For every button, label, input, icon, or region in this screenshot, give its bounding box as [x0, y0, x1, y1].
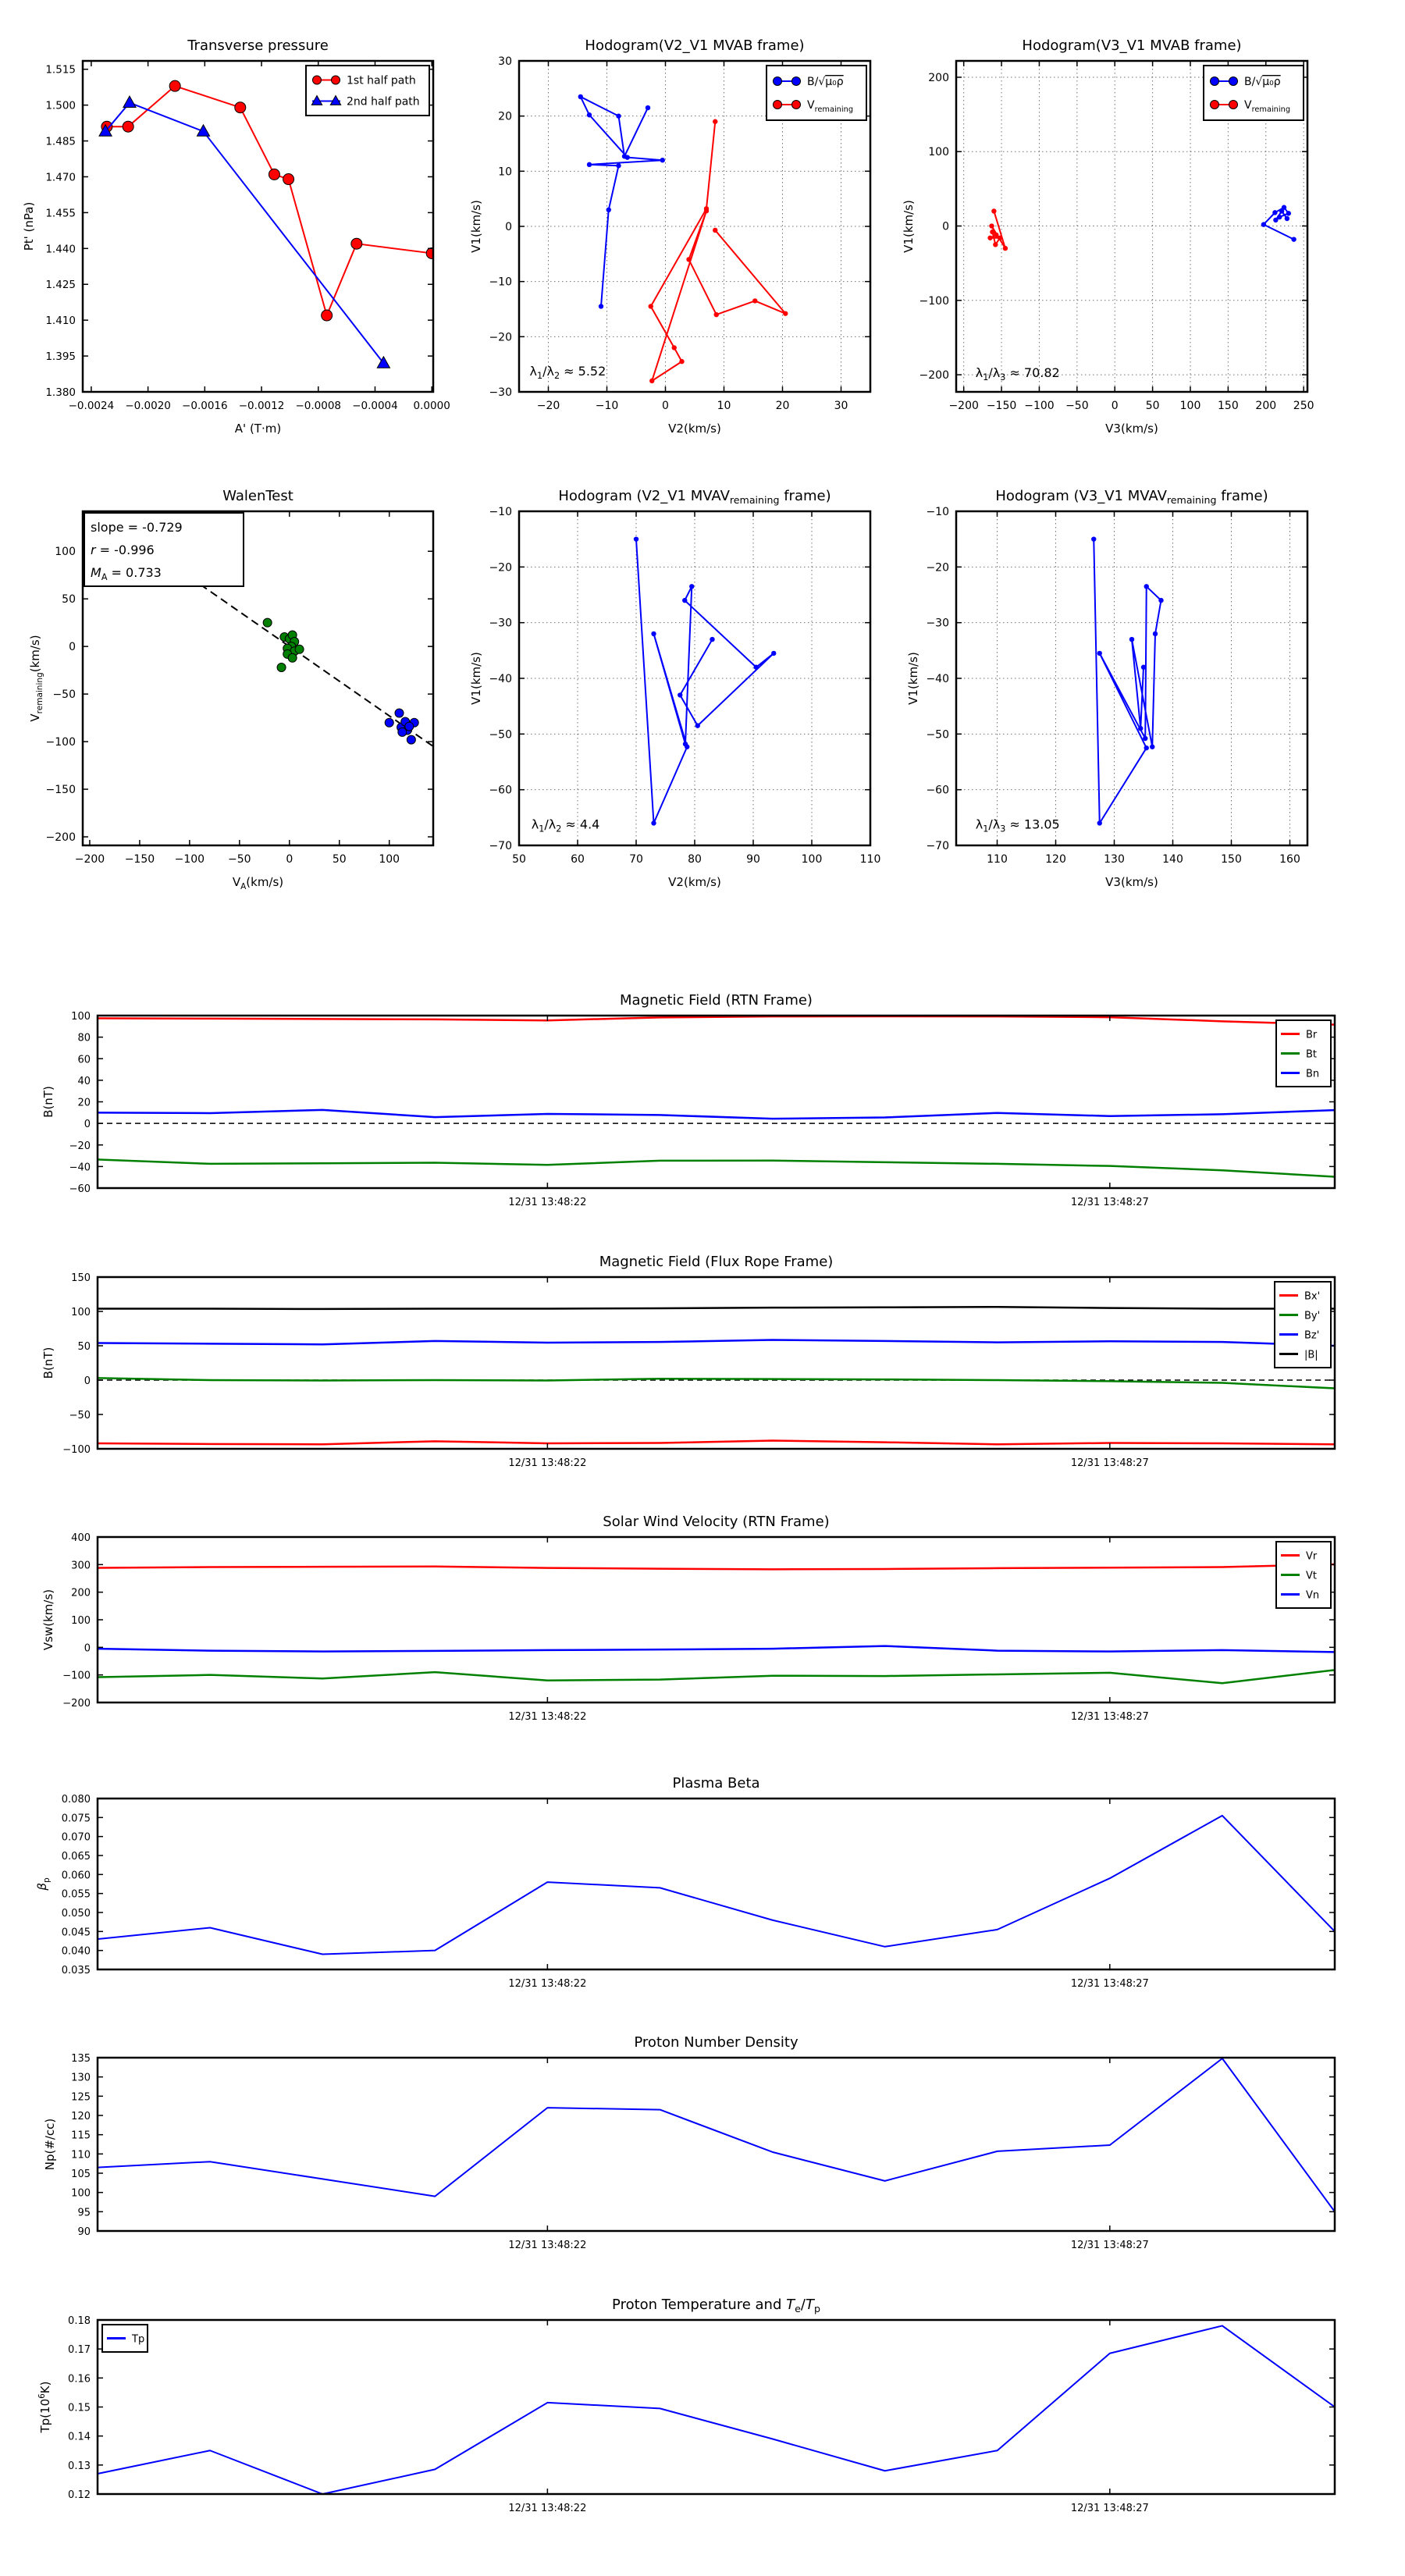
- svg-text:−60: −60: [69, 1183, 91, 1195]
- svg-text:100: 100: [379, 853, 400, 866]
- svg-text:Vremaining: $V_{remaining}$: [807, 99, 854, 114]
- svg-text:1.500: 1.500: [45, 99, 76, 112]
- svg-text:−150: −150: [45, 784, 76, 797]
- svg-text:100: 100: [71, 1615, 91, 1627]
- svg-text:Tp(106K): $Tp(10^6K)$: [37, 2381, 52, 2433]
- svg-text:12/31 13:48:27: 12/31 13:48:27: [1070, 2503, 1149, 2514]
- plasma-beta-svg: [8, 1752, 1405, 2028]
- magnetic-field-rtn-svg: [8, 969, 1405, 1247]
- svg-text:r = -0.996: r = -0.996: [91, 543, 155, 557]
- svg-text:Magnetic Field (Flux Rope Fram: Magnetic Field (Flux Rope Frame): [599, 1254, 834, 1270]
- svg-text:100: 100: [55, 546, 76, 559]
- svg-text:0.18: 0.18: [68, 2315, 91, 2327]
- svg-text:0: 0: [662, 400, 669, 412]
- svg-text:100: 100: [71, 2187, 91, 2200]
- svg-text:V1(km/s): V1(km/s): [469, 652, 483, 705]
- svg-text:MA = 0.733: $M_A = 0.733$: [91, 565, 162, 582]
- svg-text:V2(km/s): V2(km/s): [668, 422, 721, 436]
- svg-text:−50: −50: [228, 853, 251, 866]
- svg-text:Hodogram (V2_V1 MVAVremaining: Hodogram (V2_V1 $MVAV_{remaining}$ frame): [558, 488, 831, 506]
- svg-text:λ1/λ2 ≈ 5.52: $\lambda_1/\lambda_2 \approx 5.52$: [529, 363, 606, 381]
- svg-text:−40: −40: [489, 673, 512, 685]
- svg-text:−100: −100: [919, 294, 949, 308]
- svg-text:Vn: Vn: [1306, 1589, 1320, 1602]
- svg-text:1.440: 1.440: [45, 243, 76, 256]
- svg-text:0.060: 0.060: [61, 1870, 91, 1882]
- svg-text:V1(km/s): V1(km/s): [902, 200, 916, 253]
- svg-text:30: 30: [498, 55, 512, 68]
- svg-text:Magnetic Field (RTN Frame): Magnetic Field (RTN Frame): [620, 992, 813, 1009]
- svg-text:V1(km/s): V1(km/s): [906, 652, 920, 705]
- svg-text:90: 90: [77, 2226, 91, 2238]
- svg-text:100: 100: [928, 146, 949, 159]
- svg-text:0.15: 0.15: [68, 2402, 91, 2414]
- svg-text:100: 100: [1179, 400, 1201, 412]
- svg-text:V3(km/s): V3(km/s): [1105, 875, 1158, 889]
- svg-text:12/31 13:48:22: 12/31 13:48:22: [508, 1978, 587, 1990]
- svg-text:150: 150: [71, 1272, 91, 1284]
- svg-text:60: 60: [77, 1054, 91, 1066]
- svg-text:140: 140: [1162, 853, 1183, 866]
- svg-text:95: 95: [77, 2207, 91, 2219]
- svg-text:0.075: 0.075: [61, 1813, 91, 1825]
- svg-text:−20: −20: [69, 1140, 91, 1152]
- svg-text:−10: −10: [926, 506, 949, 518]
- svg-text:−50: −50: [926, 728, 949, 742]
- svg-text:10: 10: [498, 165, 512, 179]
- svg-text:−100: −100: [1024, 400, 1055, 412]
- svg-text:Vr: Vr: [1306, 1550, 1318, 1563]
- svg-text:50: 50: [332, 853, 347, 866]
- svg-text:−100: −100: [174, 853, 205, 866]
- svg-text:30: 30: [834, 400, 848, 412]
- svg-text:40: 40: [77, 1075, 91, 1087]
- svg-text:−200: −200: [45, 831, 76, 845]
- hodogram-v3v1-mvav-svg: [866, 464, 1397, 904]
- svg-text:−20: −20: [536, 400, 560, 412]
- svg-text:−0.0024: −0.0024: [68, 400, 115, 412]
- proton-number-density-svg: [8, 2011, 1405, 2290]
- svg-text:135: 135: [71, 2053, 91, 2065]
- svg-text:−10: −10: [489, 276, 512, 289]
- svg-text:50: 50: [77, 1341, 91, 1353]
- svg-text:60: 60: [571, 853, 585, 866]
- svg-text:1.455: 1.455: [45, 207, 76, 220]
- svg-text:1st half path: 1st half path: [347, 74, 416, 87]
- svg-text:−30: −30: [489, 386, 512, 399]
- svg-text:Transverse pressure: Transverse pressure: [187, 37, 329, 54]
- svg-text:200: 200: [1255, 400, 1277, 412]
- svg-text:−40: −40: [69, 1162, 91, 1174]
- svg-text:400: 400: [71, 1532, 91, 1544]
- svg-text:0.040: 0.040: [61, 1945, 91, 1958]
- svg-text:Bn: Bn: [1306, 1068, 1320, 1080]
- svg-text:By': By': [1304, 1310, 1321, 1322]
- svg-text:12/31 13:48:22: 12/31 13:48:22: [508, 2240, 587, 2251]
- svg-text:0.16: 0.16: [68, 2373, 91, 2386]
- svg-text:Vt: Vt: [1306, 1570, 1317, 1582]
- svg-text:90: 90: [746, 853, 760, 866]
- svg-text:20: 20: [498, 110, 512, 123]
- svg-text:0.065: 0.065: [61, 1851, 91, 1863]
- svg-text:Hodogram(V2_V1 MVAB frame): Hodogram(V2_V1 MVAB frame): [585, 37, 805, 54]
- svg-text:V3(km/s): V3(km/s): [1105, 422, 1158, 436]
- svg-text:B(nT): B(nT): [41, 1347, 55, 1379]
- svg-text:λ1/λ2 ≈ 4.4: $\lambda_1/\lambda_2 \approx 4.4$: [531, 817, 600, 834]
- svg-text:−10: −10: [489, 506, 512, 518]
- svg-text:−20: −20: [926, 561, 949, 575]
- svg-text:0.035: 0.035: [61, 1965, 91, 1976]
- svg-text:−100: −100: [62, 1444, 91, 1456]
- svg-text:0.12: 0.12: [68, 2489, 91, 2501]
- svg-text:0.050: 0.050: [61, 1908, 91, 1920]
- svg-text:Proton Temperature and Te/Tp: Proton Temperature and $T_e/T_p$: [612, 2297, 820, 2314]
- svg-text:12/31 13:48:22: 12/31 13:48:22: [508, 1197, 587, 1208]
- svg-text:20: 20: [77, 1097, 91, 1109]
- svg-text:0: 0: [84, 1375, 91, 1387]
- svg-text:130: 130: [71, 2072, 91, 2084]
- svg-text:−70: −70: [489, 840, 512, 852]
- svg-text:λ1/λ3 ≈ 13.05: $\lambda_1/\lambda_3 \approx 13.05$: [975, 817, 1060, 834]
- svg-text:100: 100: [801, 853, 823, 866]
- svg-text:1.380: 1.380: [45, 386, 76, 399]
- svg-text:V1(km/s): V1(km/s): [469, 200, 483, 253]
- svg-text:−30: −30: [489, 617, 512, 630]
- svg-text:VA(km/s): $V_A(km/s)$: [232, 875, 284, 891]
- svg-text:Np(#/cc): Np(#/cc): [43, 2118, 57, 2171]
- svg-text:1.395: 1.395: [45, 350, 76, 364]
- svg-text:B(nT): B(nT): [41, 1086, 55, 1118]
- svg-text:Bz': Bz': [1304, 1329, 1320, 1342]
- svg-text:80: 80: [688, 853, 702, 866]
- svg-text:0: 0: [1111, 400, 1119, 412]
- svg-text:−50: −50: [69, 1410, 91, 1421]
- svg-text:Pt' (nPa): Pt' (nPa): [22, 201, 36, 251]
- svg-text:λ1/λ3 ≈ 70.82: $\lambda_1/\lambda_3 \approx 70.82$: [975, 365, 1060, 382]
- svg-text:B/√μ₀ρ: B/√μ₀ρ: [1244, 76, 1281, 88]
- svg-text:100: 100: [71, 1307, 91, 1318]
- svg-text:Hodogram (V3_V1 MVAVremaining: Hodogram (V3_V1 $MVAV_{remaining}$ frame): [995, 488, 1268, 506]
- svg-text:−30: −30: [926, 617, 949, 630]
- svg-text:2nd half path: 2nd half path: [347, 95, 420, 109]
- svg-text:120: 120: [1045, 853, 1066, 866]
- svg-text:A' (T·m): A' (T·m): [234, 422, 282, 436]
- svg-text:300: 300: [71, 1560, 91, 1572]
- svg-text:Vremaining(km/s): $V_{remaining}(km/s)$: [28, 635, 44, 722]
- svg-text:80: 80: [77, 1032, 91, 1044]
- svg-text:0.14: 0.14: [68, 2431, 91, 2443]
- svg-text:160: 160: [1279, 853, 1300, 866]
- svg-text:110: 110: [987, 853, 1008, 866]
- svg-text:70: 70: [629, 853, 643, 866]
- svg-text:120: 120: [71, 2111, 91, 2122]
- svg-text:10: 10: [717, 400, 731, 412]
- svg-text:250: 250: [1293, 400, 1314, 412]
- svg-text:−100: −100: [45, 736, 76, 749]
- svg-text:−60: −60: [489, 784, 512, 797]
- svg-text:−60: −60: [926, 784, 949, 797]
- svg-text:12/31 13:48:27: 12/31 13:48:27: [1070, 1197, 1149, 1208]
- svg-text:110: 110: [859, 853, 881, 866]
- svg-text:−200: −200: [948, 400, 979, 412]
- svg-text:−0.0016: −0.0016: [182, 400, 228, 412]
- svg-text:−200: −200: [62, 1698, 91, 1710]
- svg-text:130: 130: [1104, 853, 1125, 866]
- svg-text:0: 0: [84, 1642, 91, 1655]
- svg-text:−50: −50: [489, 728, 512, 742]
- svg-text:0: 0: [286, 853, 293, 866]
- svg-text:Bx': Bx': [1304, 1290, 1321, 1303]
- svg-text:1.410: 1.410: [45, 315, 76, 328]
- svg-text:−150: −150: [124, 853, 155, 866]
- svg-text:V2(km/s): V2(km/s): [668, 875, 721, 889]
- svg-text:125: 125: [71, 2091, 91, 2104]
- svg-text:Solar Wind Velocity (RTN Frame: Solar Wind Velocity (RTN Frame): [603, 1514, 830, 1530]
- svg-text:Br: Br: [1306, 1029, 1318, 1041]
- svg-text:Vsw(km/s): Vsw(km/s): [41, 1589, 55, 1651]
- svg-text:−50: −50: [1065, 400, 1089, 412]
- svg-text:0.070: 0.070: [61, 1831, 91, 1844]
- svg-text:B/√μ₀ρ: B/√μ₀ρ: [807, 76, 844, 88]
- svg-text:−70: −70: [926, 840, 949, 852]
- svg-text:200: 200: [928, 71, 949, 84]
- svg-text:0.13: 0.13: [68, 2460, 91, 2472]
- svg-text:0.045: 0.045: [61, 1927, 91, 1939]
- svg-text:200: 200: [71, 1587, 91, 1599]
- solar-wind-velocity-rtn-svg: [8, 1490, 1405, 1761]
- svg-text:−50: −50: [52, 688, 76, 702]
- svg-text:−0.0008: −0.0008: [295, 400, 342, 412]
- svg-text:1.515: 1.515: [45, 63, 76, 76]
- svg-text:0.17: 0.17: [68, 2344, 91, 2357]
- magnetic-field-flux-rope-svg: [8, 1230, 1405, 1507]
- svg-text:Proton Number Density: Proton Number Density: [634, 2034, 799, 2051]
- svg-text:−40: −40: [926, 673, 949, 685]
- svg-text:−200: −200: [919, 369, 949, 382]
- svg-text:12/31 13:48:22: 12/31 13:48:22: [508, 2503, 587, 2514]
- svg-text:−0.0012: −0.0012: [238, 400, 285, 412]
- svg-text:50: 50: [1145, 400, 1160, 412]
- svg-text:12/31 13:48:27: 12/31 13:48:27: [1070, 2240, 1149, 2251]
- svg-text:150: 150: [1218, 400, 1239, 412]
- svg-text:1.485: 1.485: [45, 135, 76, 148]
- svg-text:−0.0020: −0.0020: [125, 400, 171, 412]
- svg-text:0: 0: [69, 641, 76, 654]
- svg-text:12/31 13:48:22: 12/31 13:48:22: [508, 1711, 587, 1723]
- svg-text:0: 0: [942, 220, 949, 233]
- svg-text:12/31 13:48:27: 12/31 13:48:27: [1070, 1978, 1149, 1990]
- svg-text:−150: −150: [986, 400, 1017, 412]
- svg-text:1.470: 1.470: [45, 171, 76, 184]
- svg-text:Vremaining: $V_{remaining}$: [1244, 99, 1291, 114]
- hodogram-v3v1-mvab-svg: [866, 14, 1397, 450]
- svg-text:0: 0: [84, 1119, 91, 1131]
- svg-text:0.080: 0.080: [61, 1794, 91, 1806]
- svg-text:12/31 13:48:27: 12/31 13:48:27: [1070, 1457, 1149, 1469]
- svg-text:Bt: Bt: [1306, 1048, 1318, 1061]
- svg-text:−10: −10: [595, 400, 619, 412]
- svg-text:20: 20: [775, 400, 790, 412]
- svg-text:βp: $\beta_p$: [35, 1877, 52, 1891]
- svg-text:WalenTest: WalenTest: [222, 488, 293, 504]
- svg-text:0.0000: 0.0000: [413, 400, 450, 412]
- svg-text:1.425: 1.425: [45, 279, 76, 292]
- svg-text:12/31 13:48:27: 12/31 13:48:27: [1070, 1711, 1149, 1723]
- svg-text:115: 115: [71, 2129, 91, 2142]
- svg-text:−20: −20: [489, 331, 512, 344]
- svg-text:Hodogram(V3_V1 MVAB frame): Hodogram(V3_V1 MVAB frame): [1022, 37, 1242, 54]
- svg-text:50: 50: [512, 853, 526, 866]
- svg-text:Plasma Beta: Plasma Beta: [672, 1775, 760, 1791]
- svg-text:0: 0: [505, 221, 512, 233]
- svg-text:−200: −200: [74, 853, 105, 866]
- proton-temperature-svg: [8, 2273, 1405, 2553]
- svg-text:−20: −20: [489, 561, 512, 575]
- svg-text:slope = -0.729: slope = -0.729: [91, 520, 183, 535]
- svg-text:12/31 13:48:22: 12/31 13:48:22: [508, 1457, 587, 1469]
- svg-text:0.055: 0.055: [61, 1888, 91, 1901]
- svg-text:|B|: |B|: [1304, 1349, 1318, 1361]
- svg-text:−0.0004: −0.0004: [352, 400, 398, 412]
- svg-text:150: 150: [1221, 853, 1242, 866]
- svg-text:Tp: Tp: [132, 2333, 145, 2346]
- svg-text:−100: −100: [62, 1670, 91, 1682]
- svg-text:110: 110: [71, 2149, 91, 2161]
- svg-text:50: 50: [62, 593, 76, 607]
- svg-text:100: 100: [71, 1011, 91, 1023]
- svg-text:105: 105: [71, 2169, 91, 2180]
